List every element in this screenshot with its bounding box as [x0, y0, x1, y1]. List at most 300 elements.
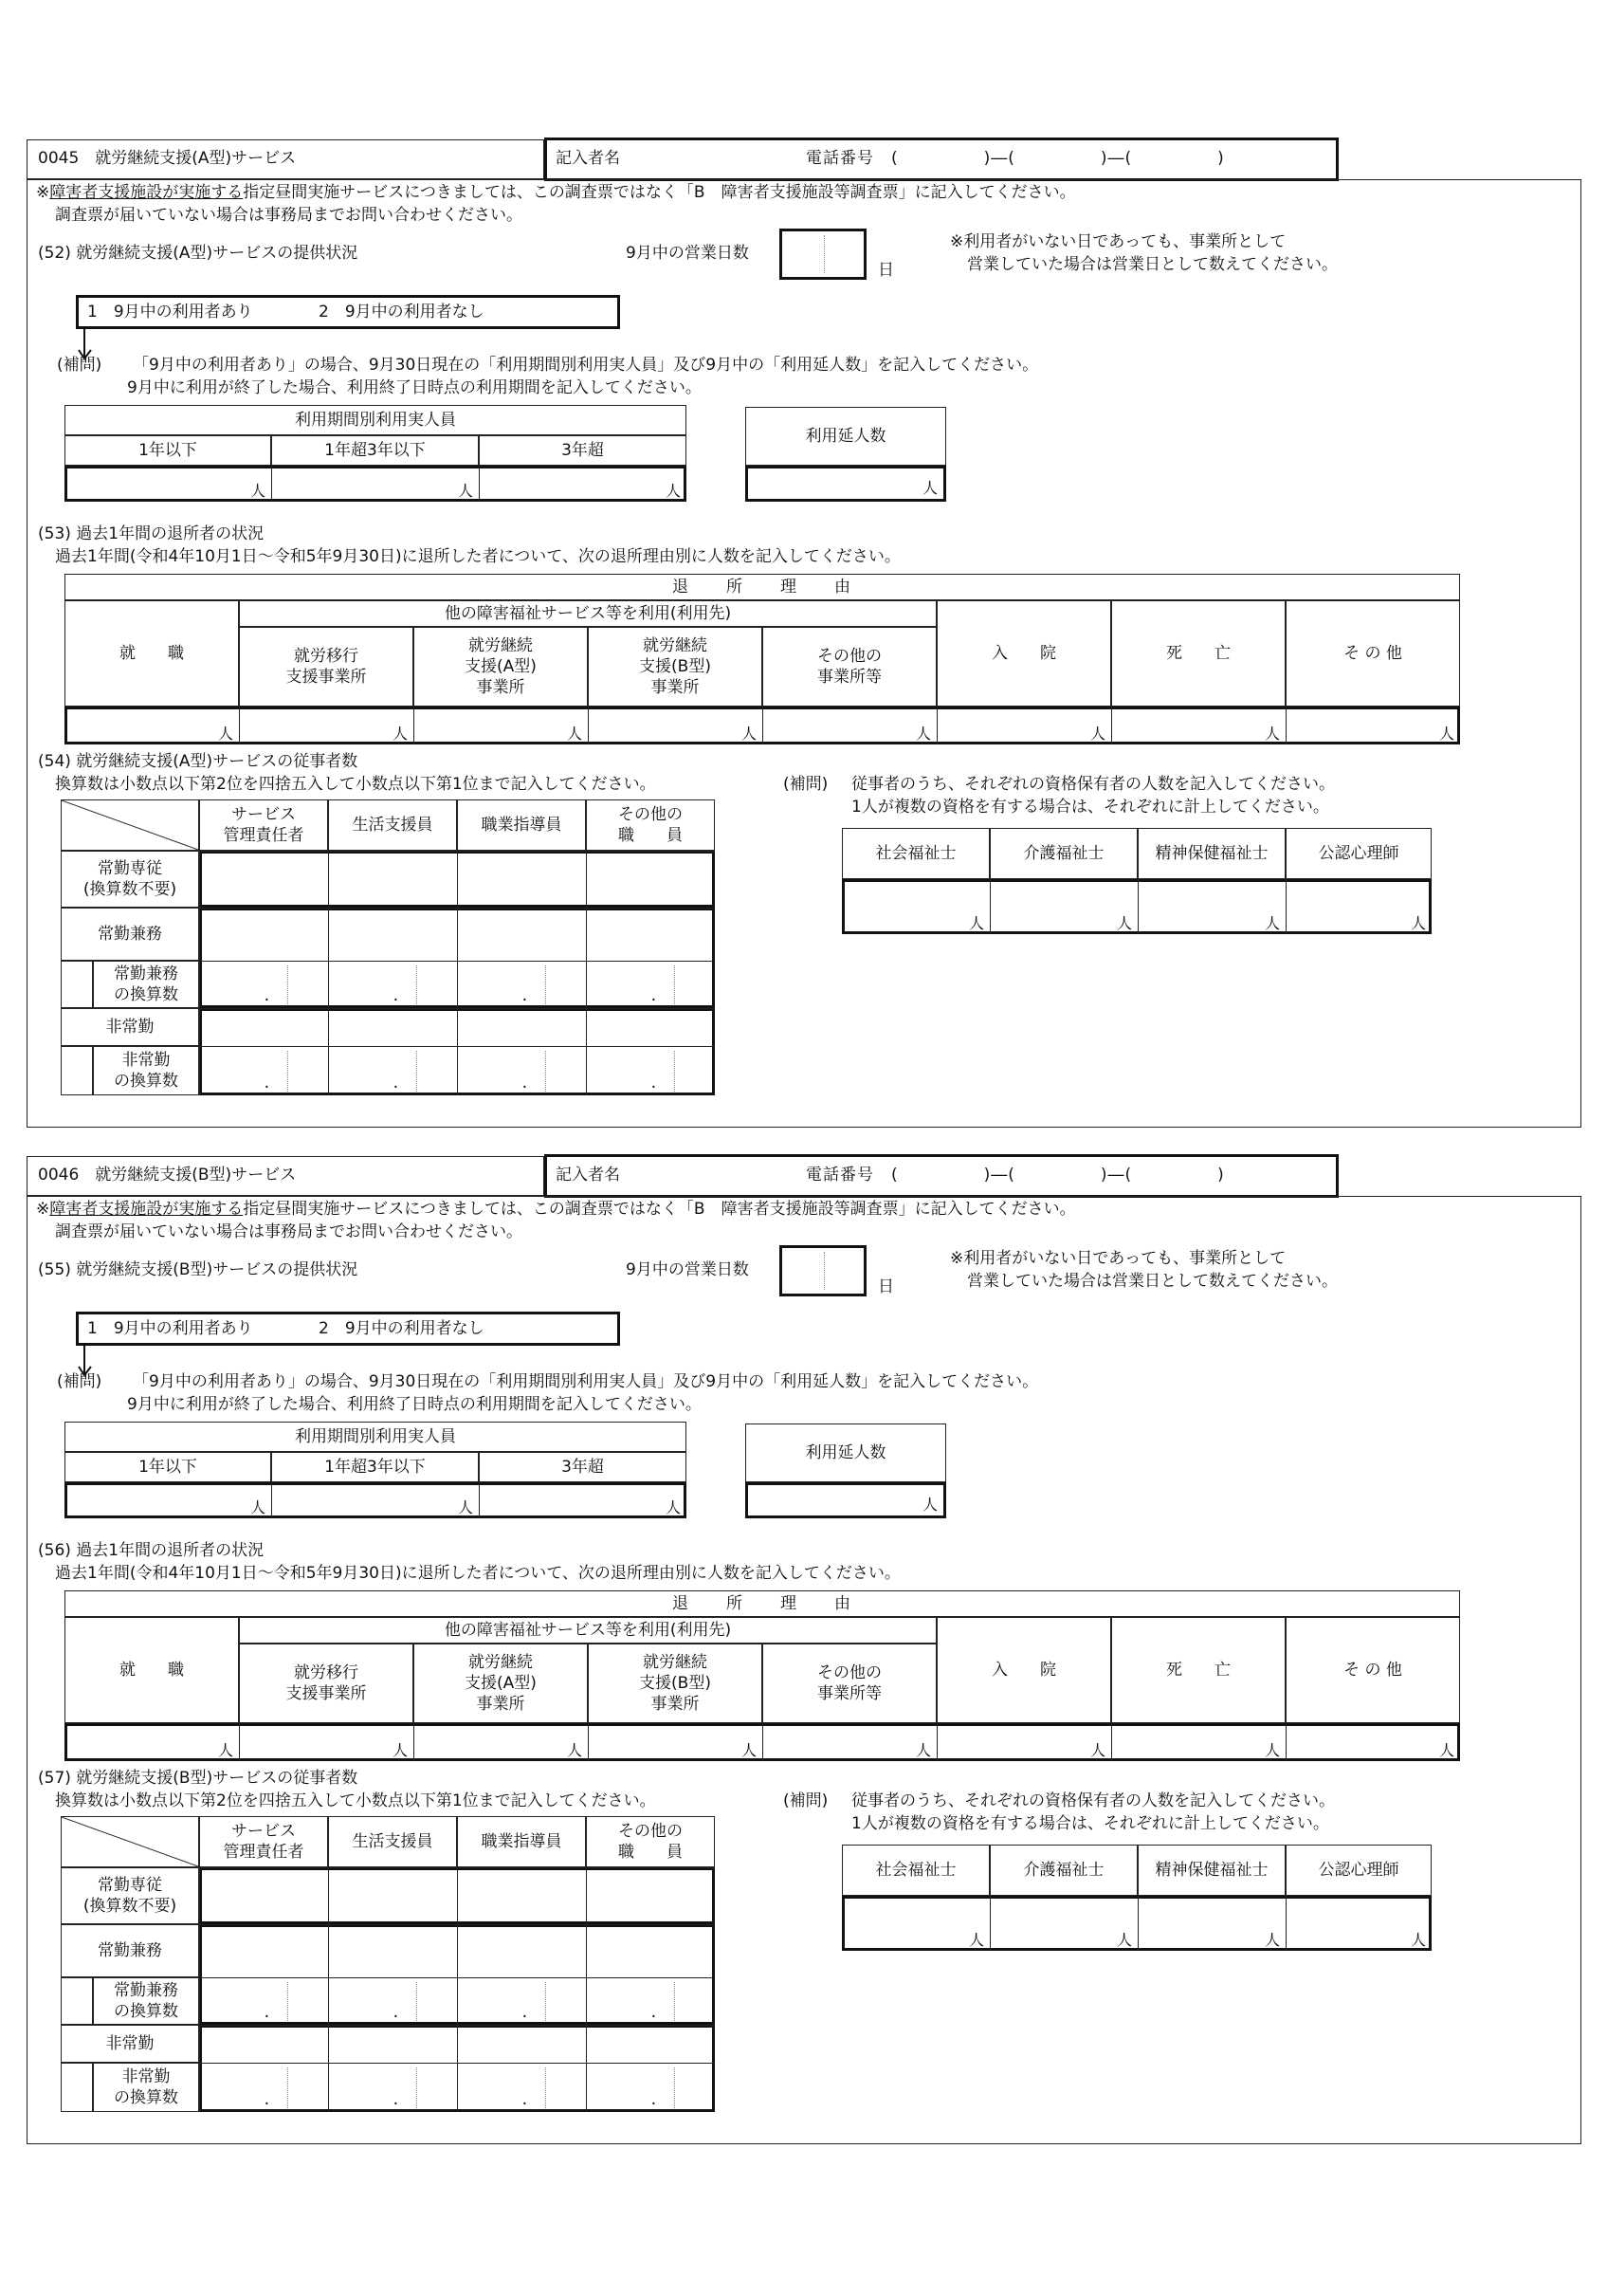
phone-number-field: 電話番号 ( )―( )―( ): [806, 149, 1225, 168]
decimal-point: .: [650, 1073, 657, 1093]
staff-count-input[interactable]: [586, 2063, 715, 2112]
other-service-text: 他の障害福祉サービス等を利用(利用先): [444, 1620, 732, 1640]
notice-rest: 指定昼間実施サービスにつきましては、この調査票ではなく「B 障害者支援施設等調査票」に記入してください。: [243, 1200, 1076, 1219]
reason-header-text: 退 所 理 由: [672, 1593, 852, 1613]
staff-count-input[interactable]: [199, 1867, 328, 1924]
staff-col-label: 職業指導員: [481, 1831, 562, 1851]
staff-count-input[interactable]: [199, 908, 328, 961]
digit-separator: [287, 1051, 288, 1092]
person-unit: 人: [1410, 1931, 1426, 1949]
person-unit: 人: [566, 725, 582, 743]
person-unit: 人: [1264, 1741, 1280, 1759]
staff-count-input[interactable]: [199, 851, 328, 908]
reason-col-header: [413, 1644, 588, 1723]
staff-row-label: [61, 1867, 199, 1924]
staff-count-input[interactable]: [199, 1046, 328, 1095]
staff-count-input[interactable]: [457, 1008, 586, 1046]
reason-count-input[interactable]: [413, 707, 588, 744]
staff-row-text: 常勤兼務 の換算数: [114, 1980, 178, 2021]
digit-separator: [674, 1982, 675, 2021]
period-count-input[interactable]: [479, 466, 686, 502]
reason-col-label: そ の 他: [1343, 643, 1402, 663]
leavers-description: 過去1年間(令和4年10月1日～令和5年9月30日)に退所した者について、次の退所理由別に人数を記入してください。: [55, 1564, 901, 1583]
digit-separator: [545, 965, 546, 1004]
reason-col-label: 死 亡: [1166, 643, 1231, 663]
staff-count-input[interactable]: [457, 1046, 586, 1095]
person-unit: 人: [392, 725, 408, 743]
business-days-note: ※利用者がいない日であっても、事業所として: [950, 1249, 1287, 1268]
staff-row-label: [61, 2025, 199, 2063]
staff-row-text: 非常勤 の換算数: [114, 1050, 178, 1091]
digit-separator: [287, 2067, 288, 2108]
staff-indent-cell: [61, 1046, 93, 1095]
period-count-input[interactable]: [64, 1482, 271, 1518]
staff-col-header: [586, 799, 715, 851]
staff-count-input[interactable]: [586, 908, 715, 961]
person-unit: 人: [922, 1496, 938, 1514]
digit-separator: [416, 1051, 417, 1092]
qualification-count-input[interactable]: [842, 879, 990, 934]
decimal-point: .: [393, 985, 399, 1005]
reason-count-input[interactable]: [588, 1723, 762, 1761]
staff-col-label: その他の 職 員: [618, 1821, 683, 1862]
person-unit: 人: [1089, 725, 1105, 743]
notice-line: [36, 1200, 1076, 1219]
staff-count-input[interactable]: [457, 1867, 586, 1924]
person-unit: 人: [968, 1931, 984, 1949]
staff-count-input[interactable]: [586, 1924, 715, 1977]
business-days-note-2: 営業していた場合は営業日として数えてください。: [967, 255, 1338, 274]
staff-col-header: [457, 799, 586, 851]
qualification-col-header: [990, 1845, 1138, 1896]
total-users-input[interactable]: [745, 1482, 946, 1518]
staff-count-input[interactable]: [457, 851, 586, 908]
staff-row-text: 常勤専従 (換算数不要): [82, 858, 177, 899]
qualification-count-input[interactable]: [990, 879, 1138, 934]
period-col-label: 1年超3年以下: [324, 1457, 426, 1477]
question-staff: (54) 就労継続支援(A型)サービスの従事者数: [38, 752, 358, 771]
staff-col-header: [328, 1816, 457, 1867]
qualification-col-label: 公認心理師: [1318, 843, 1399, 863]
staff-row-text: 常勤兼務 の換算数: [114, 964, 178, 1004]
staff-row-text: 常勤専従 (換算数不要): [82, 1875, 177, 1916]
section-title: 0046 就労継続支援(B型)サービス: [38, 1166, 297, 1185]
digit-separator: [824, 1252, 825, 1290]
decimal-point: .: [393, 2002, 399, 2022]
staff-count-input[interactable]: [328, 1046, 457, 1095]
staff-count-input[interactable]: [199, 2025, 328, 2063]
period-col-header: [271, 435, 479, 466]
staff-count-input[interactable]: [457, 961, 586, 1008]
staff-row-text: 常勤兼務: [98, 924, 162, 944]
supplementary-text-2: 9月中に利用が終了した場合、利用終了日時点の利用期間を記入してください。: [127, 1395, 702, 1414]
staff-count-input[interactable]: [586, 851, 715, 908]
decimal-point: .: [521, 2002, 528, 2022]
person-unit: 人: [665, 1498, 681, 1516]
staff-row-text: 常勤兼務: [98, 1940, 162, 1960]
total-users-header: [745, 1424, 946, 1482]
reason-col-header: [762, 627, 937, 707]
decimal-point: .: [393, 2089, 399, 2109]
staff-col-label: 職業指導員: [481, 815, 562, 835]
survey-section: [0, 138, 1607, 1152]
total-users-input[interactable]: [745, 466, 946, 502]
phone-number-field: 電話番号 ( )―( )―( ): [806, 1166, 1225, 1185]
reason-col-header: [588, 627, 762, 707]
reason-col-header: [64, 600, 239, 707]
staff-count-input[interactable]: [328, 1977, 457, 2025]
total-users-header: [745, 407, 946, 466]
reason-count-input[interactable]: [937, 1723, 1111, 1761]
decimal-point: .: [521, 985, 528, 1005]
reason-col-label: その他の 事業所等: [817, 646, 882, 687]
staff-col-header: [586, 1816, 715, 1867]
person-unit: 人: [1116, 1931, 1132, 1949]
qualification-col-header: [1286, 1845, 1432, 1896]
person-unit: 人: [1410, 914, 1426, 932]
notice-prefix: ※: [36, 1200, 50, 1219]
staff-count-input[interactable]: [199, 961, 328, 1008]
period-col-header: [479, 435, 686, 466]
digit-separator: [287, 1982, 288, 2021]
notice-contact-line: 調査票が届いていない場合は事務局までお問い合わせください。: [55, 1222, 522, 1241]
person-unit: 人: [740, 725, 757, 743]
staff-count-input[interactable]: [586, 1977, 715, 2025]
decimal-point: .: [264, 2002, 270, 2022]
qualification-col-label: 精神保健福祉士: [1155, 843, 1269, 863]
person-unit: 人: [217, 725, 233, 743]
qualification-col-header: [1286, 828, 1432, 879]
supplementary-text-2: 9月中に利用が終了した場合、利用終了日時点の利用期間を記入してください。: [127, 378, 702, 397]
business-days-input[interactable]: [779, 1245, 867, 1296]
reason-col-header: [1111, 1617, 1286, 1723]
total-users-label: 利用延人数: [805, 426, 886, 446]
decimal-point: .: [521, 2089, 528, 2109]
person-unit: 人: [392, 1741, 408, 1759]
reason-col-header: [762, 1644, 937, 1723]
staff-indent-cell: [61, 1977, 93, 2025]
person-unit: 人: [922, 479, 938, 497]
supplementary-text: 「9月中の利用者あり」の場合、9月30日現在の「利用期間別利用実人員」及び9月中の「利用延人数」を記入してください。: [133, 356, 1039, 375]
staff-row-label: [61, 1008, 199, 1046]
reason-count-input[interactable]: [762, 707, 937, 744]
reason-col-header: [239, 627, 413, 707]
qualification-col-header: [842, 1845, 990, 1896]
period-col-label: 1年以下: [138, 1457, 197, 1477]
person-unit: 人: [740, 1741, 757, 1759]
qualification-supplementary-label: (補問): [783, 1791, 829, 1810]
period-col-header: [64, 435, 271, 466]
staff-count-input[interactable]: [586, 1046, 715, 1095]
person-unit: 人: [1264, 914, 1280, 932]
staff-count-input[interactable]: [328, 1924, 457, 1977]
decimal-point: .: [650, 2089, 657, 2109]
reason-col-label: その他の 事業所等: [817, 1662, 882, 1703]
staff-row-label: [93, 1977, 199, 2025]
digit-separator: [416, 965, 417, 1004]
staff-count-input[interactable]: [199, 1977, 328, 2025]
reason-col-header: [1286, 600, 1460, 707]
qualification-supplementary-text: 従事者のうち、それぞれの資格保有者の人数を記入してください。: [851, 775, 1335, 794]
option-no-users: 2 9月中の利用者なし: [319, 1319, 484, 1338]
reason-col-label: 就労継続 支援(A型) 事業所: [465, 635, 537, 698]
business-days-input[interactable]: [779, 229, 867, 280]
person-unit: 人: [1116, 914, 1132, 932]
person-unit: 人: [915, 725, 931, 743]
reason-col-label: 死 亡: [1166, 1660, 1231, 1680]
reason-col-label: 就労移行 支援事業所: [285, 646, 367, 687]
notice-underlined: 障害者支援施設が実施する: [49, 1200, 244, 1219]
decimal-point: .: [264, 1073, 270, 1093]
staff-row-text: 非常勤: [105, 1017, 155, 1037]
qualification-supplementary-text: 従事者のうち、それぞれの資格保有者の人数を記入してください。: [851, 1791, 1335, 1810]
reason-col-header: [937, 1617, 1111, 1723]
staff-count-input[interactable]: [457, 2063, 586, 2112]
question-leavers: (53) 過去1年間の退所者の状況: [38, 524, 265, 543]
staff-table-corner: [61, 1816, 199, 1867]
option-users-present: 1 9月中の利用者あり: [87, 1319, 253, 1338]
reason-count-input[interactable]: [413, 1723, 588, 1761]
staff-count-input[interactable]: [457, 1977, 586, 2025]
reason-header: [64, 1590, 1460, 1617]
digit-separator: [824, 235, 825, 273]
staff-row-label: [61, 908, 199, 961]
notice-underlined: 障害者支援施設が実施する: [49, 183, 244, 202]
staff-indent-cell: [61, 961, 93, 1008]
reason-count-input[interactable]: [239, 1723, 413, 1761]
person-unit: 人: [249, 482, 265, 500]
reason-col-header: [413, 627, 588, 707]
staff-count-input[interactable]: [328, 2063, 457, 2112]
staff-row-label: [93, 2063, 199, 2112]
staff-count-input[interactable]: [328, 1008, 457, 1046]
period-table-header: [64, 1422, 686, 1452]
period-col-header: [64, 1452, 271, 1482]
staff-count-input[interactable]: [586, 961, 715, 1008]
staff-description: 換算数は小数点以下第2位を四捨五入して小数点以下第1位まで記入してください。: [55, 775, 656, 794]
diagonal-line: [62, 1817, 198, 1866]
period-header-text: 利用期間別利用実人員: [295, 1426, 456, 1446]
other-service-header: [239, 600, 937, 627]
reason-col-header: [64, 1617, 239, 1723]
staff-count-input[interactable]: [586, 2025, 715, 2063]
notice-prefix: ※: [36, 183, 50, 202]
reason-col-label: 入 院: [992, 1660, 1056, 1680]
reason-col-label: 就 職: [119, 1660, 184, 1680]
reason-count-input[interactable]: [1111, 707, 1286, 744]
decimal-point: .: [264, 2089, 270, 2109]
staff-col-header: [199, 799, 328, 851]
business-days-note: ※利用者がいない日であっても、事業所として: [950, 232, 1287, 251]
staff-count-input[interactable]: [199, 1924, 328, 1977]
diagonal-line: [62, 800, 198, 850]
reason-col-header: [239, 1644, 413, 1723]
staff-count-input[interactable]: [328, 2025, 457, 2063]
qualification-supplementary-text-2: 1人が複数の資格を有する場合は、それぞれに計上してください。: [851, 1814, 1329, 1833]
reason-col-header: [1111, 600, 1286, 707]
staff-count-input[interactable]: [328, 908, 457, 961]
digit-separator: [416, 1982, 417, 2021]
option-users-present: 1 9月中の利用者あり: [87, 303, 253, 321]
staff-table-corner: [61, 799, 199, 851]
decimal-point: .: [521, 1073, 528, 1093]
reason-col-header: [588, 1644, 762, 1723]
qualification-count-input[interactable]: [1286, 1896, 1432, 1951]
reason-col-header: [1286, 1617, 1460, 1723]
staff-count-input[interactable]: [328, 851, 457, 908]
qualification-col-label: 介護福祉士: [1023, 843, 1105, 863]
staff-count-input[interactable]: [328, 961, 457, 1008]
person-unit: 人: [968, 914, 984, 932]
reason-header-text: 退 所 理 由: [672, 577, 852, 597]
qualification-col-label: 社会福祉士: [875, 1860, 957, 1880]
supplementary-label: (補問): [57, 356, 102, 375]
reason-header: [64, 574, 1460, 600]
staff-count-input[interactable]: [457, 1924, 586, 1977]
staff-count-input[interactable]: [457, 2025, 586, 2063]
recorder-name-label: 記入者名: [556, 149, 620, 168]
qualification-count-input[interactable]: [842, 1896, 990, 1951]
person-unit: 人: [915, 1741, 931, 1759]
other-service-header: [239, 1617, 937, 1644]
person-unit: 人: [566, 1741, 582, 1759]
period-table-header: [64, 405, 686, 435]
staff-row-text: 非常勤 の換算数: [114, 2066, 178, 2107]
other-service-text: 他の障害福祉サービス等を利用(利用先): [444, 603, 732, 623]
reason-count-input[interactable]: [1286, 1723, 1460, 1761]
question-provision-status: (52) 就労継続支援(A型)サービスの提供状況: [38, 244, 358, 263]
person-unit: 人: [457, 482, 473, 500]
person-unit: 人: [1089, 1741, 1105, 1759]
decimal-point: .: [650, 2002, 657, 2022]
digit-separator: [674, 2067, 675, 2108]
leavers-description: 過去1年間(令和4年10月1日～令和5年9月30日)に退所した者について、次の退所理由別に人数を記入してください。: [55, 547, 901, 566]
notice-line: [36, 183, 1076, 202]
notice-rest: 指定昼間実施サービスにつきましては、この調査票ではなく「B 障害者支援施設等調査票」に記入してください。: [243, 183, 1076, 202]
total-users-label: 利用延人数: [805, 1442, 886, 1462]
staff-count-input[interactable]: [586, 1867, 715, 1924]
digit-separator: [545, 2067, 546, 2108]
days-unit: 日: [878, 261, 894, 280]
qualification-col-label: 社会福祉士: [875, 843, 957, 863]
reason-count-input[interactable]: [64, 1723, 239, 1761]
staff-count-input[interactable]: [457, 908, 586, 961]
period-col-label: 3年超: [561, 1457, 604, 1477]
person-unit: 人: [1264, 725, 1280, 743]
recorder-name-label: 記入者名: [556, 1166, 620, 1185]
reason-col-label: そ の 他: [1343, 1660, 1402, 1680]
staff-col-label: サービス 管理責任者: [223, 804, 304, 845]
staff-col-label: 生活支援員: [352, 1831, 433, 1851]
qualification-col-header: [1138, 828, 1286, 879]
reason-col-label: 就労継続 支援(A型) 事業所: [465, 1652, 537, 1715]
staff-col-header: [328, 799, 457, 851]
question-leavers: (56) 過去1年間の退所者の状況: [38, 1541, 265, 1560]
period-col-label: 3年超: [561, 440, 604, 460]
person-unit: 人: [457, 1498, 473, 1516]
reason-count-input[interactable]: [937, 707, 1111, 744]
staff-col-label: サービス 管理責任者: [223, 1821, 304, 1862]
staff-row-label: [93, 961, 199, 1008]
staff-count-input[interactable]: [199, 2063, 328, 2112]
question-staff: (57) 就労継続支援(B型)サービスの従事者数: [38, 1769, 358, 1788]
staff-count-input[interactable]: [199, 1008, 328, 1046]
business-days-note-2: 営業していた場合は営業日として数えてください。: [967, 1272, 1338, 1291]
business-days-label: 9月中の営業日数: [626, 244, 749, 263]
reason-count-input[interactable]: [239, 707, 413, 744]
period-col-header: [479, 1452, 686, 1482]
days-unit: 日: [878, 1277, 894, 1296]
staff-count-input[interactable]: [586, 1008, 715, 1046]
qualification-col-header: [1138, 1845, 1286, 1896]
digit-separator: [674, 1051, 675, 1092]
person-unit: 人: [217, 1741, 233, 1759]
qualification-count-input[interactable]: [1138, 1896, 1286, 1951]
staff-indent-cell: [61, 2063, 93, 2112]
supplementary-label: (補問): [57, 1372, 102, 1391]
staff-col-header: [199, 1816, 328, 1867]
supplementary-text: 「9月中の利用者あり」の場合、9月30日現在の「利用期間別利用実人員」及び9月中の「利用延人数」を記入してください。: [133, 1372, 1039, 1391]
reason-count-input[interactable]: [1286, 707, 1460, 744]
staff-description: 換算数は小数点以下第2位を四捨五入して小数点以下第1位まで記入してください。: [55, 1791, 656, 1810]
qualification-supplementary-label: (補問): [783, 775, 829, 794]
staff-row-label: [61, 1924, 199, 1977]
question-provision-status: (55) 就労継続支援(B型)サービスの提供状況: [38, 1260, 358, 1279]
staff-count-input[interactable]: [328, 1867, 457, 1924]
reason-count-input[interactable]: [588, 707, 762, 744]
reason-count-input[interactable]: [1111, 1723, 1286, 1761]
qualification-count-input[interactable]: [1138, 879, 1286, 934]
business-days-label: 9月中の営業日数: [626, 1260, 749, 1279]
qualification-col-header: [842, 828, 990, 879]
staff-row-label: [93, 1046, 199, 1095]
decimal-point: .: [264, 985, 270, 1005]
reason-count-input[interactable]: [64, 707, 239, 744]
digit-separator: [287, 965, 288, 1004]
qualification-count-input[interactable]: [1286, 879, 1432, 934]
person-unit: 人: [1438, 725, 1454, 743]
digit-separator: [674, 965, 675, 1004]
period-col-label: 1年以下: [138, 440, 197, 460]
reason-col-label: 入 院: [992, 643, 1056, 663]
person-unit: 人: [1438, 1741, 1454, 1759]
period-col-header: [271, 1452, 479, 1482]
digit-separator: [545, 1051, 546, 1092]
reason-col-header: [937, 600, 1111, 707]
reason-count-input[interactable]: [762, 1723, 937, 1761]
reason-col-label: 就 職: [119, 643, 184, 663]
qualification-count-input[interactable]: [990, 1896, 1138, 1951]
survey-section: [0, 1154, 1607, 2169]
period-count-input[interactable]: [64, 466, 271, 502]
period-header-text: 利用期間別利用実人員: [295, 410, 456, 430]
person-unit: 人: [249, 1498, 265, 1516]
option-no-users: 2 9月中の利用者なし: [319, 303, 484, 321]
period-count-input[interactable]: [271, 1482, 479, 1518]
qualification-col-header: [990, 828, 1138, 879]
reason-col-label: 就労継続 支援(B型) 事業所: [639, 1652, 711, 1715]
staff-col-label: その他の 職 員: [618, 804, 683, 845]
decimal-point: .: [650, 985, 657, 1005]
section-title: 0045 就労継続支援(A型)サービス: [38, 149, 297, 168]
reason-col-label: 就労移行 支援事業所: [285, 1662, 367, 1703]
qualification-supplementary-text-2: 1人が複数の資格を有する場合は、それぞれに計上してください。: [851, 798, 1329, 817]
qualification-col-label: 介護福祉士: [1023, 1860, 1105, 1880]
period-count-input[interactable]: [271, 466, 479, 502]
digit-separator: [545, 1982, 546, 2021]
qualification-col-label: 精神保健福祉士: [1155, 1860, 1269, 1880]
period-count-input[interactable]: [479, 1482, 686, 1518]
